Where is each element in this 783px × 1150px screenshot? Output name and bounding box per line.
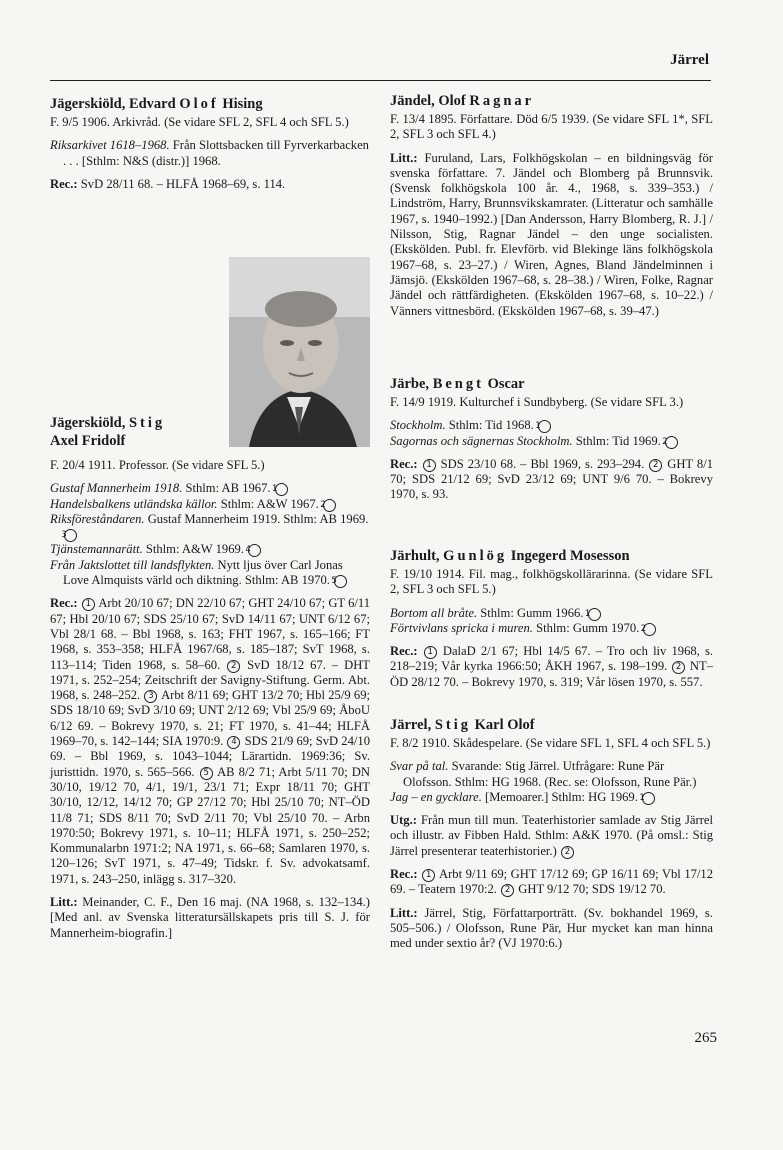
work-item: Tjänstemannarätt. Sthlm: A&W 1969. 4	[50, 542, 370, 557]
page-number: 265	[694, 1030, 717, 1046]
work-item: Förtvivlans spricka i muren. Sthlm: Gumm 1970. 2	[390, 621, 713, 636]
entry-bio: F. 14/9 1919. Kulturchef i Sundbyberg. (Se vidare SFL 3.)	[390, 395, 684, 409]
work-item: Riksarkivet 1618–1968. Från Slottsbacken till Fyrverkarbacken . . . [Sthlm: N&S (distr.)] 1968.	[50, 138, 369, 168]
header-rule	[50, 80, 711, 81]
entry-bengt-jarbe	[390, 375, 713, 503]
entry-bio: F. 9/5 1906. Arkivråd. (Se vidare SFL 2, SFL 4 och SFL 5.)	[50, 115, 349, 129]
portrait-illustration	[229, 257, 370, 447]
entry-stig-jagerskiold	[50, 414, 370, 941]
entry-name: Järhult, Gunlög Ingegerd Mosesson	[390, 548, 630, 564]
work-item: Handelsbalkens utländska källor. Sthlm: A&W 1967. 2	[50, 497, 370, 512]
reviews: Rec.: 1 Arbt 9/11 69; GHT 17/12 69; GP 16/11 69; Vbl 17/12 69. – Teatern 1970:2. 2 GHT 9/12 70; SDS 19/12 70.	[390, 867, 714, 897]
edited-works: Utg.: Från mun till mun. Teaterhistorier samlade av Stig Järrel och illustr. av Fibben Hald. Sthlm: A&K 1970. (På omsl.: Stig Järrel presenterar teaterhistorier.) 2	[390, 813, 713, 858]
entry-name: Jägerskiöld, Edvard Olof Hising	[50, 96, 263, 112]
work-item: Bortom all bråte. Sthlm: Gumm 1966. 1	[390, 606, 713, 621]
entry-bio: F. 20/4 1911. Professor. (Se vidare SFL 5.)	[50, 458, 265, 472]
literature: Litt.: Meinander, C. F., Den 16 maj. (NA 1968, s. 132–134.) [Med anl. av Svenska litteratursällskapets pris till S. J. för Mannerheim-biografin.]	[50, 895, 370, 940]
reviews: Rec.: 1 DalaD 2/1 67; Hbl 14/5 67. – Tro och liv 1968, s. 218–219; Vår kyrka 1966:50; ÅKH 1967, s. 198–199. 2 NT–ÖD 28/12 70. – Bokrevy 1970, s. 319; Vår lösen 1970, s. 557.	[390, 644, 714, 689]
work-item: Svar på tal. Svarande: Stig Järrel. Utfrågare: Rune Pär Olofsson. Sthlm: HG 1968. (Rec. se: Olofsson, Rune Pär.)	[390, 759, 697, 789]
work-item: Riksföreståndaren. Gustaf Mannerheim 1919. Sthlm: AB 1969. 3	[50, 511, 369, 541]
work-item: Från Jaktslottet till landsflykten. Nytt ljus över Carl Jonas Love Almquists värld och diktning. Sthlm: AB 1970. 5	[50, 558, 370, 589]
literature: Litt.: Järrel, Stig, Författarporträtt. (Sv. bokhandel 1969, s. 505–506.) / Olofsson, Rune Pär, Hur mycket kan man hinna med under sextio år? (VJ 1970:6.)	[390, 905, 713, 951]
entry-bio: F. 8/2 1910. Skådespelare. (Se vidare SFL 1, SFL 4 och SFL 5.)	[390, 736, 711, 750]
entry-name: Järrel, Stig Karl Olof	[390, 717, 535, 733]
entry-edvard-jagerskiold	[50, 95, 370, 192]
portrait-photo	[229, 257, 370, 447]
entry-bio: F. 19/10 1914. Fil. mag., folkhögskollärarinna. (Se vidare SFL 2, SFL 3 och SFL 5.)	[390, 567, 713, 597]
work-item: Jag – en gycklare. [Memoarer.] Sthlm: HG 1969. 1	[390, 790, 713, 805]
entry-stig-jarrel	[390, 716, 713, 952]
entry-name: Järbe, Bengt Oscar	[390, 376, 525, 392]
entry-bio: F. 13/4 1895. Författare. Död 6/5 1939. (Se vidare SFL 1*, SFL 2, SFL 3 och SFL 4.)	[390, 112, 713, 142]
entry-name: Jändel, Olof Ragnar	[390, 93, 535, 109]
entry-gunlog-jarhult	[390, 547, 713, 690]
reviews: Rec.: 1 SDS 23/10 68. – Bbl 1969, s. 293–294. 2 GHT 8/1 70; SDS 21/12 69; SvD 23/12 69; UNT 9/6 70. – Bokrevy 1970, s. 93.	[390, 456, 713, 502]
entry-name: Jägerskiöld, Stig Axel Fridolf	[50, 415, 166, 449]
literature: Litt.: Furuland, Lars, Folkhögskolan – en bildningsväg för svenska författare. 7. Jändel och Blomberg på Brunnsvik. (Svensk folkhögskola 100 år. 4., 1968, s. 339–353.) / Lindström, Harry, Brunnsvikskamrater. (Litteratur och samhälle 1967, s. 1940–1992.) [Dan Andersson, Harry Blomberg, R. J.] / Nilsson, Stig, Ragnar Jändel – den unge socialisten. (Ekskölden. Publ. fr. Elevförb. vid Blekinge läns folkhögskola 1967–68, s. 23–27.) / Wiren, Agnes, Bland Jändelminnen i Jämsjö. (Ekskölden 1967–68, s. 28–38.) / Wiren, Folke, Ragnar Jändel och rättfärdigheten. (Ekskölden 1967–68, s. 10–22.) / Vänners vittnesbörd. (Ekskölden 1967–68, s. 39–47.)	[390, 150, 713, 318]
work-item: Gustaf Mannerheim 1918. Sthlm: AB 1967. 1	[50, 481, 370, 496]
work-item: Sagornas och sägnernas Stockholm. Sthlm: Tid 1969. 2	[390, 434, 713, 449]
entry-olof-jandel	[390, 92, 713, 319]
reviews: Rec.: SvD 28/11 68. – HLFÅ 1968–69, s. 114.	[50, 176, 286, 191]
work-item: Stockholm. Sthlm: Tid 1968. 1	[390, 418, 713, 433]
running-head: Järrel	[670, 52, 709, 68]
reviews: Rec.: 1 Arbt 20/10 67; DN 22/10 67; GHT 24/10 67; GT 6/11 67; Hbl 20/10 67; SDS 25/10 67; SvD 14/11 67; UNT 6/12 67; Vbl 28/1 68. – Bbl 1968, s. 163; FHT 1967, s. 165–166; FT 1968, s. 353–358; HLFÅ 1967/68, s. 185–187; SvT 1968, s. 113–114; Tiden 1968, s. 58–60. 2 SvD 18/12 67. – DHT 1971, s. 252–254; Zeitschrift der Savigny-Stiftung. Germ. Abt. 1968, s. 248–252. 3 Arbt 8/11 69; GHT 13/2 70; Hbl 25/9 69; SDS 18/10 69; SvD 3/10 69; UNT 2/12 69; Vbl 25/9 69; ÅboU 6/12 69. – Bokrevy 1970, s. 21; FT 1970, s. 41–44; HLFÅ 1969–70, s. 142–144; SIA 1970:9. 4 SDS 21/9 69; SvD 24/10 69. – Bbl 1969, s. 1043–1044; Lärartidn. 1969:36; Sv. juristtidn. 1970, s. 565–566. 5 AB 8/2 71; Arbt 5/11 70; DN 30/10, 19/12 70, 4/1, 19/1, 23/1 71; Expr 18/11 70; GHT 30/10, 12/12, 14/12 70; GP 27/12 70; Hbl 25/10 70; NT–ÖD 11/8 71; SDS 8/11 70; SvD 2/11 70; Vbl 25/10 70. – Arbn 1970:50; Bokrevy 1971, s. 10–11; HLFÅ 1971, s. 250–252; Kommunalarbn 1971:2; NA 1971, s. 66–68; Samlaren 1970, s. 120–126; SvT 1971, s. 47–49; Tidskr. f. Sv. advokatsamf. 1971, s. 243–250, inlägg s. 317–320.	[50, 596, 371, 886]
